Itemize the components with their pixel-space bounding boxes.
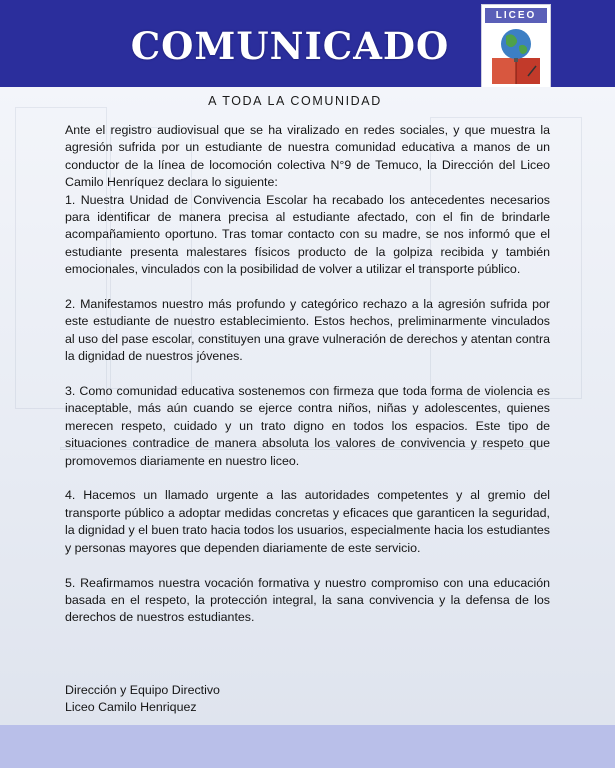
document-body — [65, 122, 550, 644]
footer-band — [0, 725, 615, 768]
globe-book-icon — [488, 24, 544, 90]
signature-block — [65, 682, 220, 717]
signature-line-2: Liceo Camilo Henriquez — [65, 700, 197, 715]
paragraph-3: 3. Como comunidad educativa sostenemos con firmeza que toda forma de violencia es inaceptable, más aún cuando se ejerce contra niños, niñas y adolescentes, quienes merecen respeto, cuidado y un trato digno en todos los espacios. Este tipo de situaciones contradice de manera absoluta los valores de convivencia y respeto que promovemos diariamente en nuestro liceo. — [65, 384, 550, 468]
paragraph-5: 5. Reafirmamos nuestra vocación formativa y nuestro compromiso con una educación basada en el respeto, la protección integral, la sana convivencia y la defensa de los derechos de nuestros estudiantes. — [65, 575, 550, 625]
page-title: COMUNICADO — [130, 24, 450, 68]
paragraph-2: 2. Manifestamos nuestro más profundo y categórico rechazo a la agresión sufrida por este estudiante de nuestro establecimiento. Estos hechos, preliminarmente vinculados al uso del pase escolar, constituyen una grave vulneración de derechos y atentan contra la dignidad de nuestros jóvenes. — [65, 297, 550, 364]
subtitle: A TODA LA COMUNIDAD — [208, 94, 382, 108]
intro-paragraph: Ante el registro audiovisual que se ha viralizado en redes sociales, y que muestra la agresión sufrida por un estudiante de nuestra comunidad educativa a manos de un conductor de la línea de locomoción colectiva N°9 de Temuco, la Dirección del Liceo Camilo Henríquez declara lo siguiente: — [65, 123, 550, 190]
paragraph-4: 4. Hacemos un llamado urgente a las autoridades competentes y al gremio del transporte público a adoptar medidas concretas y eficaces que garanticen la seguridad, la dignidad y el buen trato hacia todos los usuarios, especialmente hacia los estudiantes y personas mayores que dependen diariamente de este servicio. — [65, 488, 550, 555]
logo-top-label: LICEO — [485, 8, 547, 23]
signature-line-1: Dirección y Equipo Directivo — [65, 683, 220, 697]
paragraph-1: 1. Nuestra Unidad de Convivencia Escolar ha recabado los antecedentes necesarios para identificar de manera precisa al estudiante afectado, con el fin de brindarle acompañamiento oportuno. Tras tomar contacto con su madre, se nos informó que el estudiante presenta malestares físicos producto de la golpiza recibida y también emocionales, vinculados con la posibilidad de volver a utilizar el transporte público. — [65, 192, 550, 277]
